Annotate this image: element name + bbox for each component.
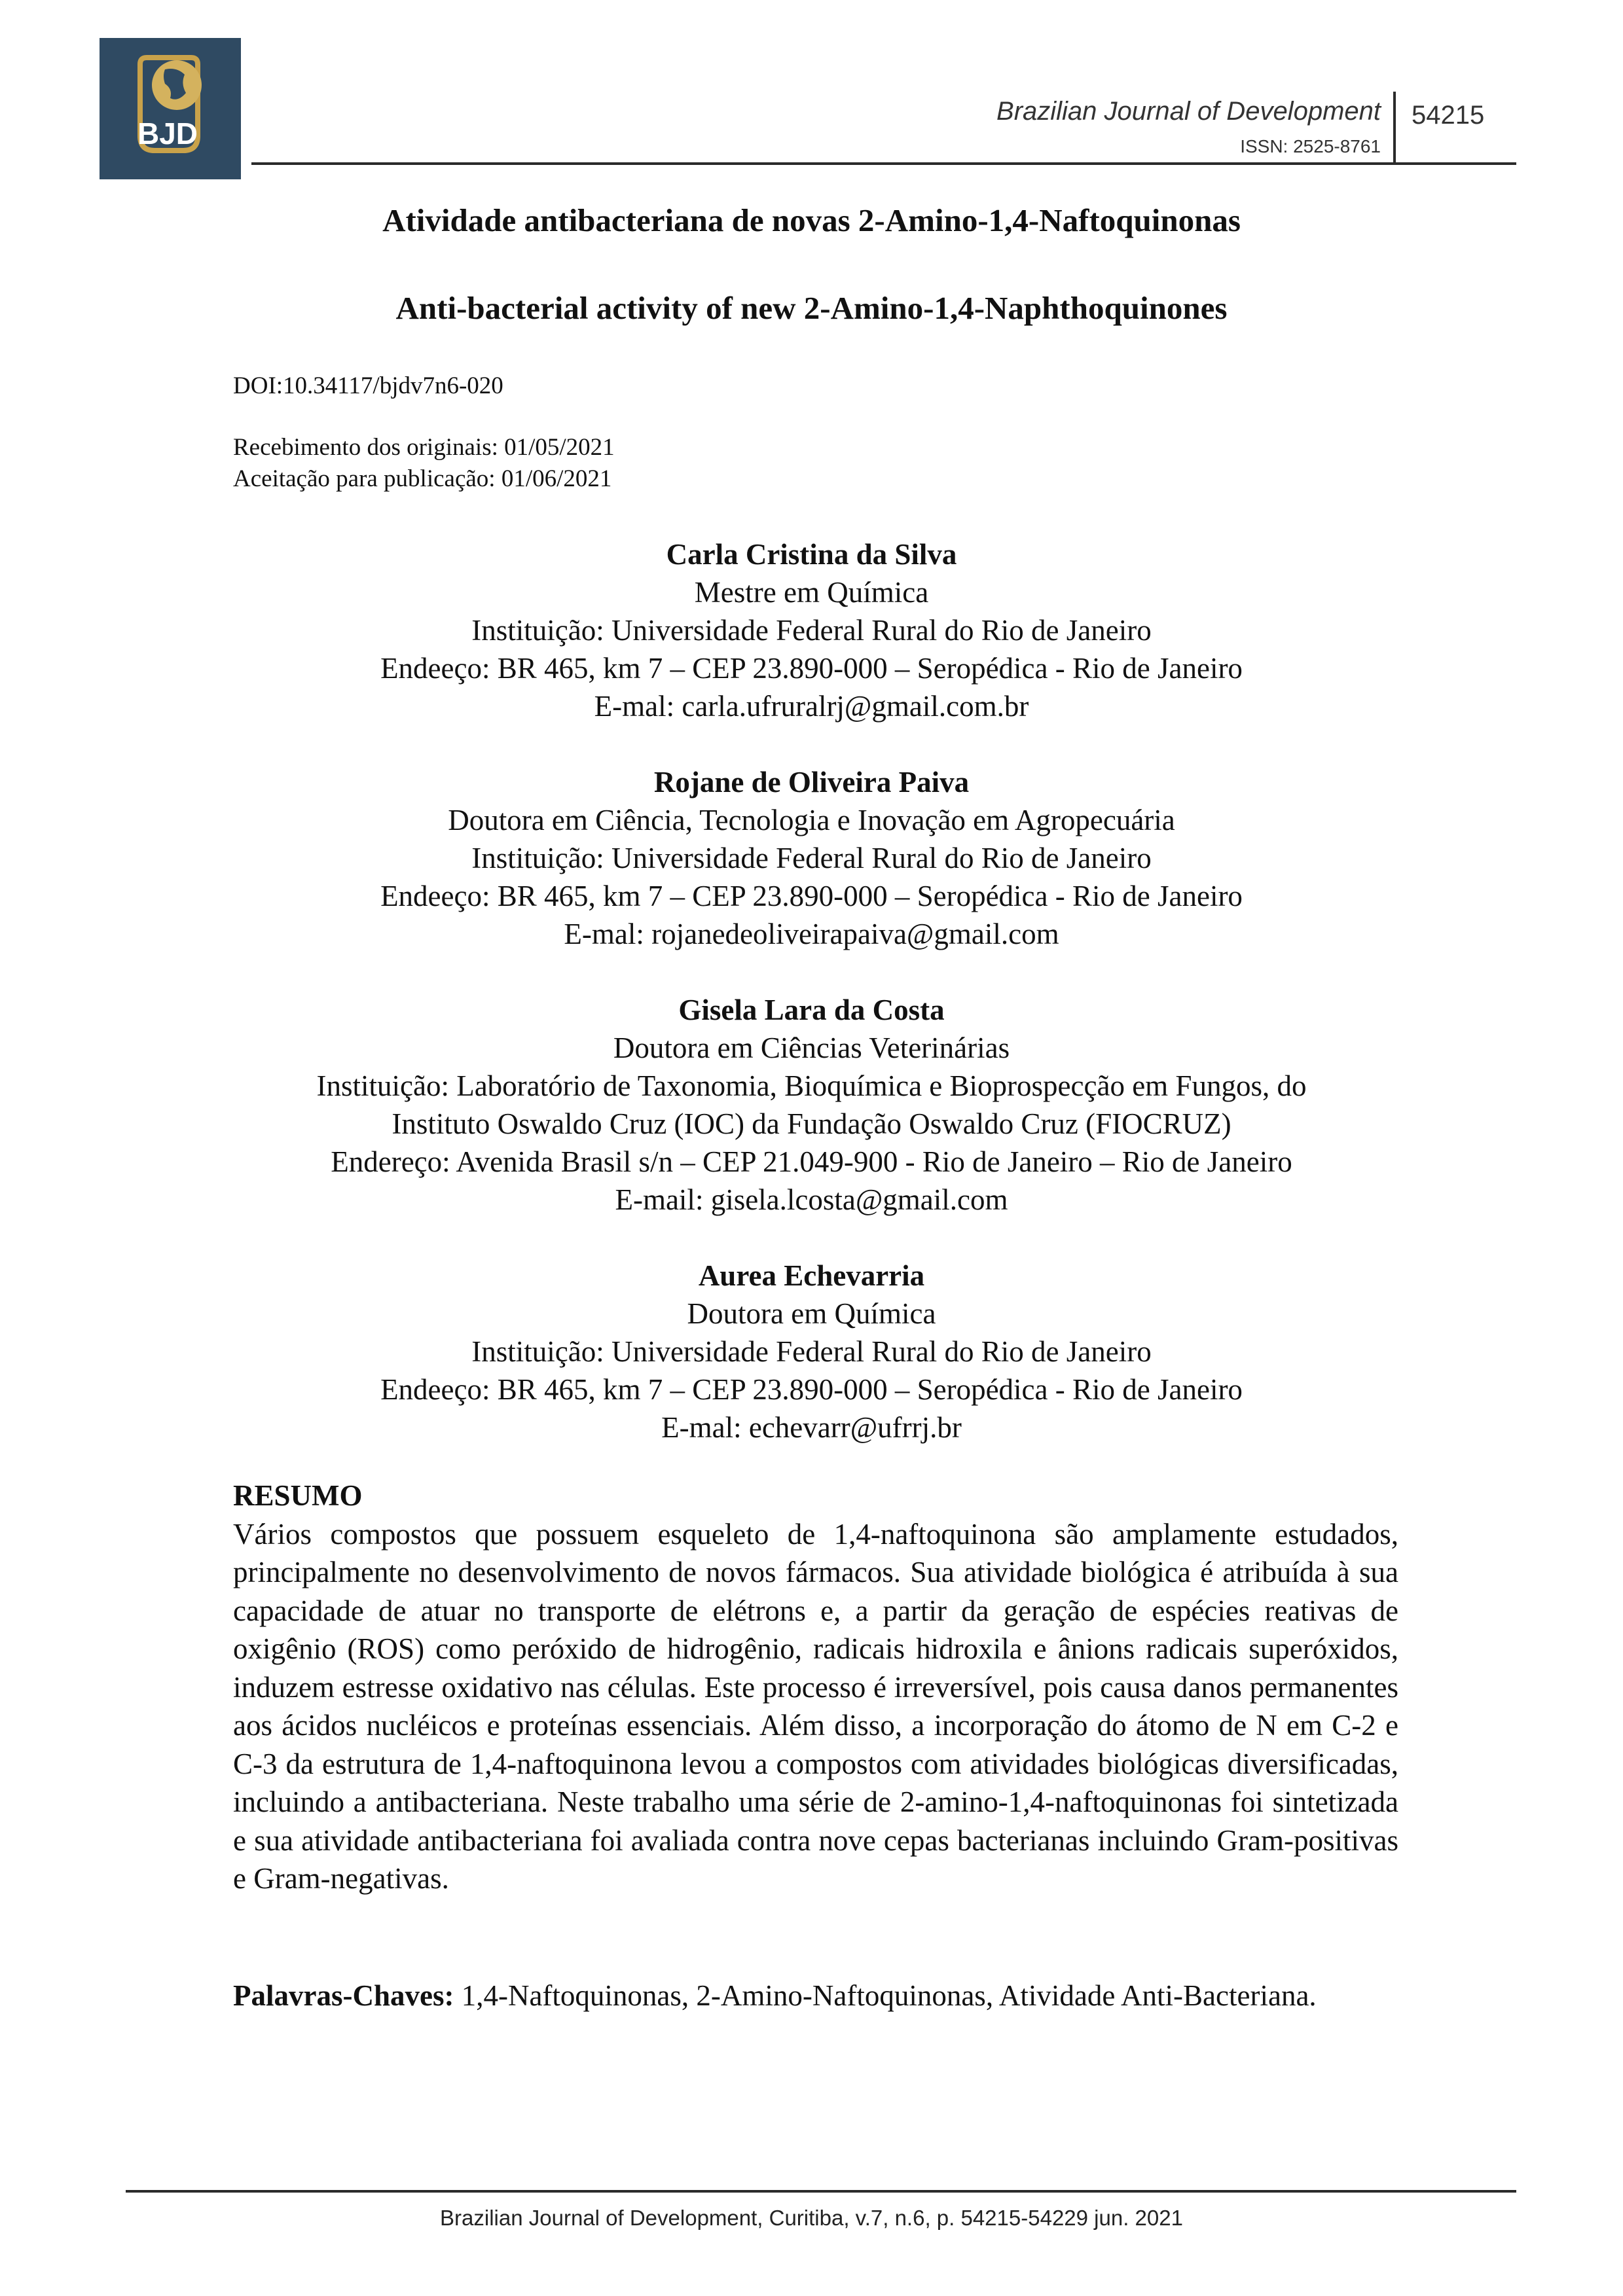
bjd-logo-icon [100, 38, 241, 179]
doi: DOI:10.34117/bjdv7n6-020 [233, 372, 503, 399]
author-block [0, 991, 1623, 1219]
issn: ISSN: 2525-8761 [1240, 136, 1381, 156]
author-email: E-mal: carla.ufruralrj@gmail.com.br [594, 690, 1029, 723]
abstract-heading: RESUMO [233, 1479, 363, 1512]
author-name: Rojane de Oliveira Paiva [653, 766, 970, 798]
author-name: Gisela Lara da Costa [678, 994, 945, 1026]
author-block [0, 535, 1623, 725]
author-degree: Doutora em Química [687, 1297, 936, 1330]
author-degree: Doutora em Ciências Veterinárias [613, 1031, 1010, 1064]
author-block [0, 763, 1623, 953]
journal-logo [100, 38, 241, 179]
author-email: E-mal: echevarr@ufrrj.br [661, 1411, 962, 1444]
author-block [0, 1257, 1623, 1446]
author-address: Endeeço: BR 465, km 7 – CEP 23.890-000 – Seropédica - Rio de Janeiro [380, 652, 1243, 685]
abstract-text: Vários compostos que possuem esqueleto de 1,4-naftoquinona são amplamente estudados, principalmente no desenvolvimento de novos fármacos. Sua atividade biológica é atribuída à sua capacidade de atuar no transporte de elétrons e, a partir da geração de espécies reativas de oxigênio (ROS) como peróxido de hidrogênio, radicais hidroxila e ânions radicais superóxidos, induzem estresse oxidativo nas células. Este processo é irreversível, pois causa danos permanentes aos ácidos nucléicos e proteínas essenciais. Além disso, a incorporação do átomo de N em C-2 e C-3 da estrutura de 1,4-naftoquinona levou a compostos com atividades biológicas diversificadas, incluindo a antibacteriana. Neste trabalho uma série de 2-amino-1,4-naftoquinonas foi sintetizada e sua atividade antibacteriana foi avaliada contra nove cepas bacterianas incluindo Gram-positivas e Gram-negativas. [233, 1517, 1398, 1895]
author-email: E-mal: rojanedeoliveirapaiva@gmail.com [564, 918, 1059, 950]
header-rule [251, 162, 1516, 165]
author-institution: Instituição: Universidade Federal Rural do Rio de Janeiro [471, 614, 1152, 647]
title-portuguese: Atividade antibacteriana de novas 2-Amino-1,4-Naftoquinonas [382, 202, 1241, 238]
received-date: Recebimento dos originais: 01/05/2021 [233, 434, 615, 461]
abstract-section [233, 1477, 1398, 1898]
title-english: Anti-bacterial activity of new 2-Amino-1,4-Naphthoquinones [395, 290, 1228, 326]
keywords-section [233, 1977, 1398, 2015]
author-address: Endeeço: BR 465, km 7 – CEP 23.890-000 – Seropédica - Rio de Janeiro [380, 1373, 1243, 1406]
logo-text: BJD [137, 117, 198, 151]
footer-rule [126, 2190, 1516, 2193]
journal-name: Brazilian Journal of Development [996, 97, 1381, 126]
authors-section [0, 535, 1623, 1484]
accepted-date: Aceitação para publicação: 01/06/2021 [233, 465, 612, 492]
author-degree: Mestre em Química [694, 576, 929, 609]
author-institution: Instituição: Universidade Federal Rural do Rio de Janeiro [471, 1335, 1152, 1368]
keywords-text: 1,4-Naftoquinonas, 2-Amino-Naftoquinonas, Atividade Anti-Bacteriana. [461, 1979, 1317, 2012]
footer-citation: Brazilian Journal of Development, Curitiba, v.7, n.6, p. 54215-54229 jun. 2021 [440, 2206, 1183, 2230]
author-name: Aurea Echevarria [698, 1259, 925, 1292]
keywords-label: Palavras-Chaves: [233, 1979, 454, 2012]
author-institution: Instituição: Universidade Federal Rural do Rio de Janeiro [471, 842, 1152, 874]
header-divider [1393, 92, 1396, 164]
author-address: Endereço: Avenida Brasil s/n – CEP 21.049-900 - Rio de Janeiro – Rio de Janeiro [331, 1145, 1292, 1178]
author-name: Carla Cristina da Silva [666, 538, 957, 571]
author-institution: Instituição: Laboratório de Taxonomia, Bioquímica e Bioprospecção em Fungos, do [316, 1069, 1307, 1102]
author-degree: Doutora em Ciência, Tecnologia e Inovação em Agropecuária [448, 804, 1175, 836]
author-address: Endeeço: BR 465, km 7 – CEP 23.890-000 – Seropédica - Rio de Janeiro [380, 880, 1243, 912]
page-number: 54215 [1412, 101, 1485, 130]
author-email: E-mail: gisela.lcosta@gmail.com [615, 1183, 1008, 1216]
author-institution-cont: Instituto Oswaldo Cruz (IOC) da Fundação Oswaldo Cruz (FIOCRUZ) [392, 1107, 1231, 1140]
